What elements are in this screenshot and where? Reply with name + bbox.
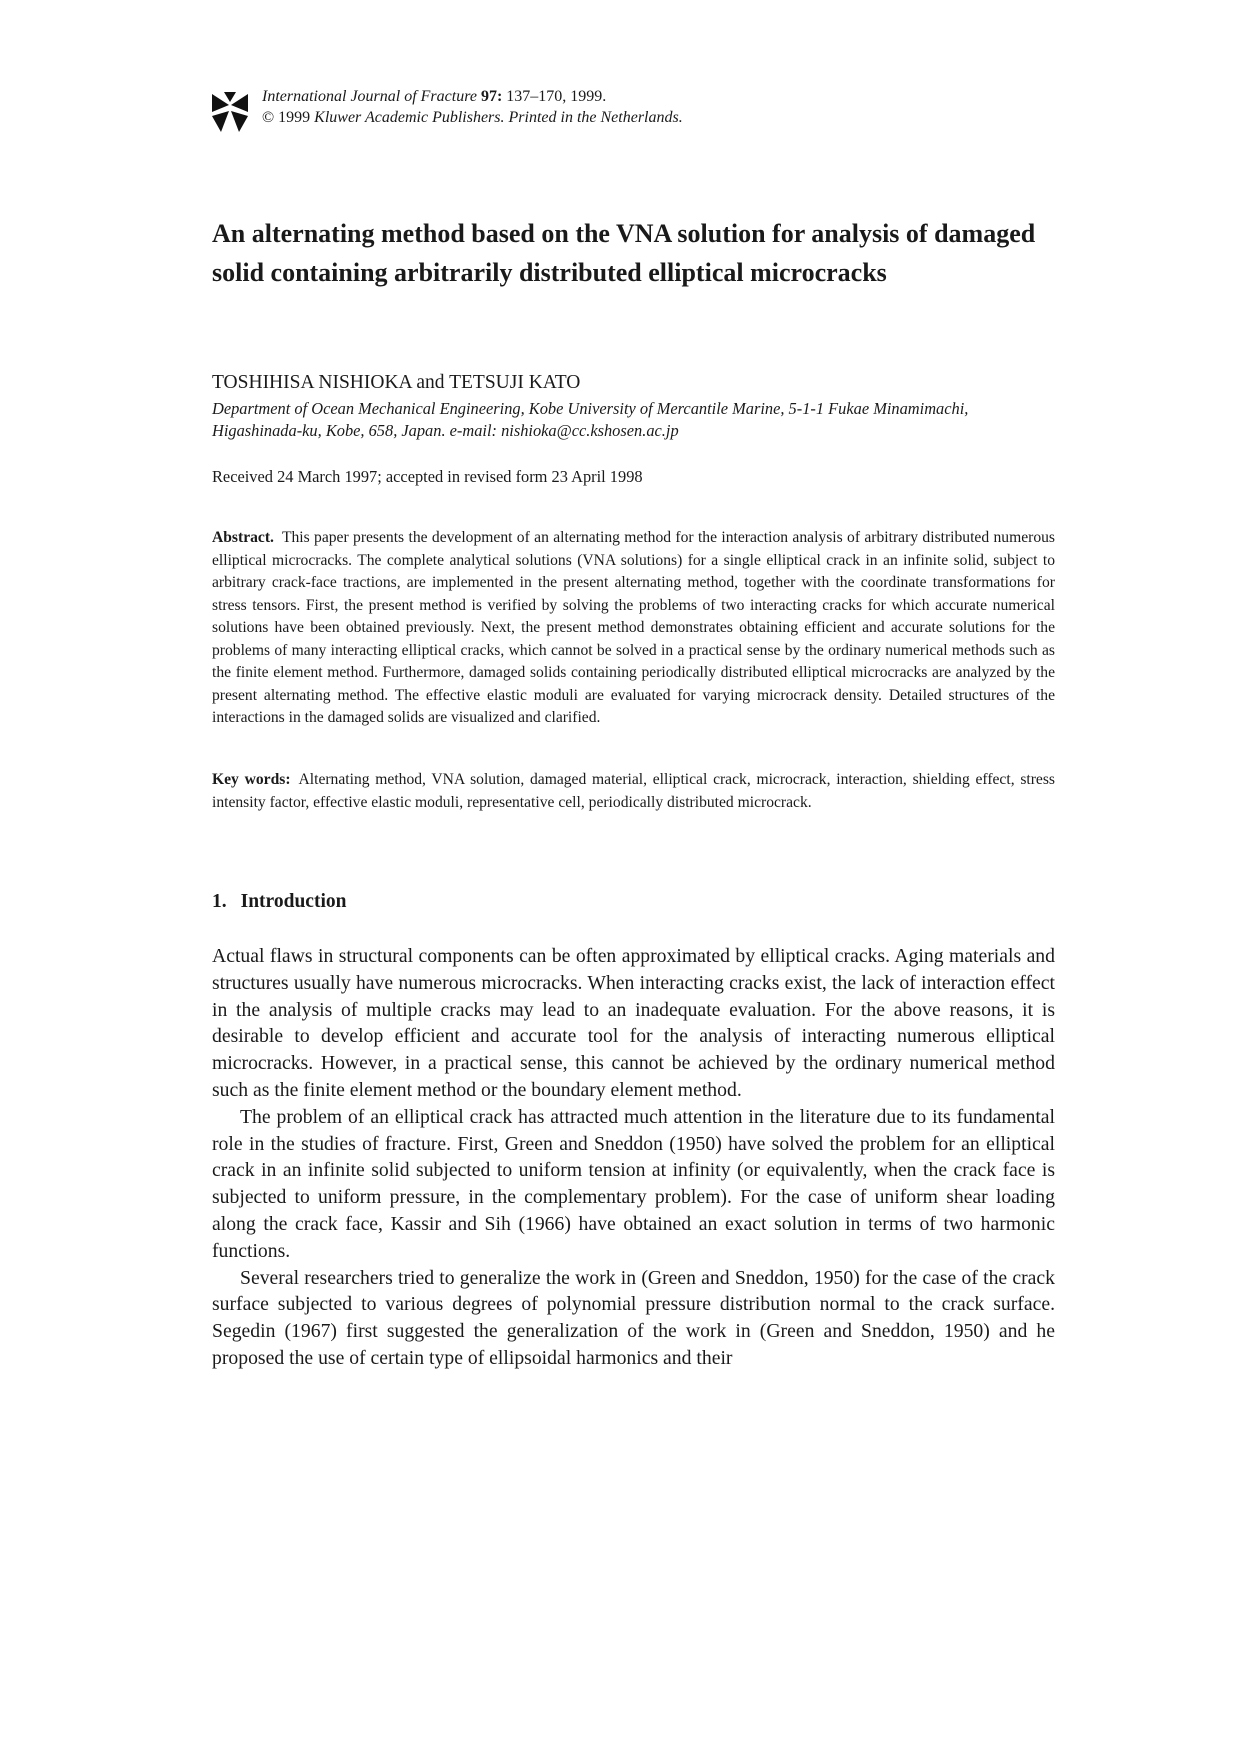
journal-citation bbox=[262, 86, 683, 128]
journal-name: International Journal of Fracture bbox=[262, 88, 477, 105]
copyright-symbol: © bbox=[262, 109, 275, 126]
affiliation: Department of Ocean Mechanical Engineering, Kobe University of Mercantile Marine, 5-1-1 Fukae Minamimachi, Higashinada-ku, Kobe, 658, Japan. e-mail: nishioka@cc.kshosen.ac.jp bbox=[212, 399, 969, 440]
printed-note: Printed in the Netherlands. bbox=[508, 109, 683, 126]
paragraph: The problem of an elliptical crack has attracted much attention in the literature due to its fundamental role in the studies of fracture. First, Green and Sneddon (1950) have solved the problem for an elliptical crack in an infinite solid subjected to uniform tension at infinity (or equivalently, when the crack face is subjected to uniform pressure, in the complementary problem). For the case of uniform shear loading along the crack face, Kassir and Sih (1966) have obtained an exact solution in terms of two harmonic functions. bbox=[212, 1105, 1055, 1262]
section-number: 1. bbox=[212, 891, 227, 912]
abstract bbox=[212, 527, 1055, 730]
journal-header bbox=[212, 86, 1055, 136]
paragraph: Actual flaws in structural components can be often approximated by elliptical cracks. Aging materials and structures usually have numerous microcracks. When interacting cracks exist, the lack of interaction effect in the analysis of multiple cracks may lead to an inadequate evaluation. For the above reasons, it is desirable to develop efficient and accurate tool for the analysis of interacting numerous elliptical microcracks. However, in a practical sense, this cannot be achieved by the ordinary numerical method such as the finite element method or the boundary element method. bbox=[212, 945, 1055, 1101]
section-title: Introduction bbox=[240, 891, 347, 912]
abstract-label: Abstract. bbox=[212, 529, 274, 546]
body-text bbox=[212, 943, 1055, 1372]
authors: TOSHIHISA NISHIOKA and TETSUJI KATO bbox=[212, 372, 581, 393]
abstract-text: This paper presents the development of an alternating method for the interaction analysis of arbitrary distributed numerous elliptical microcracks. The complete analytical solutions (VNA solutions) for a single elliptical crack in an infinite solid, subject to arbitrary crack-face tractions, are implemented in the present alternating method, together with the coordinate transformations for stress tensors. First, the present method is verified by solving the problems of two interacting cracks for which accurate numerical solutions have been obtained previously. Next, the present method demonstrates obtaining efficient and accurate solutions for the problems of many interacting elliptical cracks, which cannot be solved in a practical sense by the ordinary numerical methods such as the finite element method. Furthermore, damaged solids containing periodically distributed elliptical microcracks are analyzed by the present alternating method. The effective elastic moduli are evaluated for varying microcrack density. Detailed structures of the interactions in the damaged solids are visualized and clarified. bbox=[212, 529, 1055, 726]
keywords-text: Alternating method, VNA solution, damaged material, elliptical crack, microcrack, interaction, shielding effect, stress intensity factor, effective elastic moduli, representative cell, periodically distributed microcrack. bbox=[212, 771, 1055, 811]
keywords-label: Key words: bbox=[212, 771, 291, 788]
publisher-logo-icon bbox=[212, 92, 248, 132]
keywords bbox=[212, 769, 1055, 814]
publisher-name: Kluwer Academic Publishers. bbox=[314, 109, 505, 126]
paper-title: An alternating method based on the VNA solution for analysis of damaged solid containing arbitrarily distributed elliptical microcracks bbox=[212, 219, 1036, 287]
received-dates: Received 24 March 1997; accepted in revised form 23 April 1998 bbox=[212, 467, 643, 486]
section-heading bbox=[212, 890, 346, 914]
journal-volume: 97: bbox=[480, 88, 503, 105]
copyright-year: 1999 bbox=[278, 109, 311, 126]
citation-line bbox=[262, 86, 683, 107]
paragraph: Several researchers tried to generalize the work in (Green and Sneddon, 1950) for the case of the crack surface subjected to various degrees of polynomial pressure distribution normal to the crack surface. Segedin (1967) first suggested the generalization of the work in (Green and Sneddon, 1950) and he proposed the use of certain type of ellipsoidal harmonics and their bbox=[212, 1266, 1055, 1369]
journal-pages-year: 137–170, 1999. bbox=[506, 88, 607, 105]
copyright-line bbox=[262, 107, 683, 128]
